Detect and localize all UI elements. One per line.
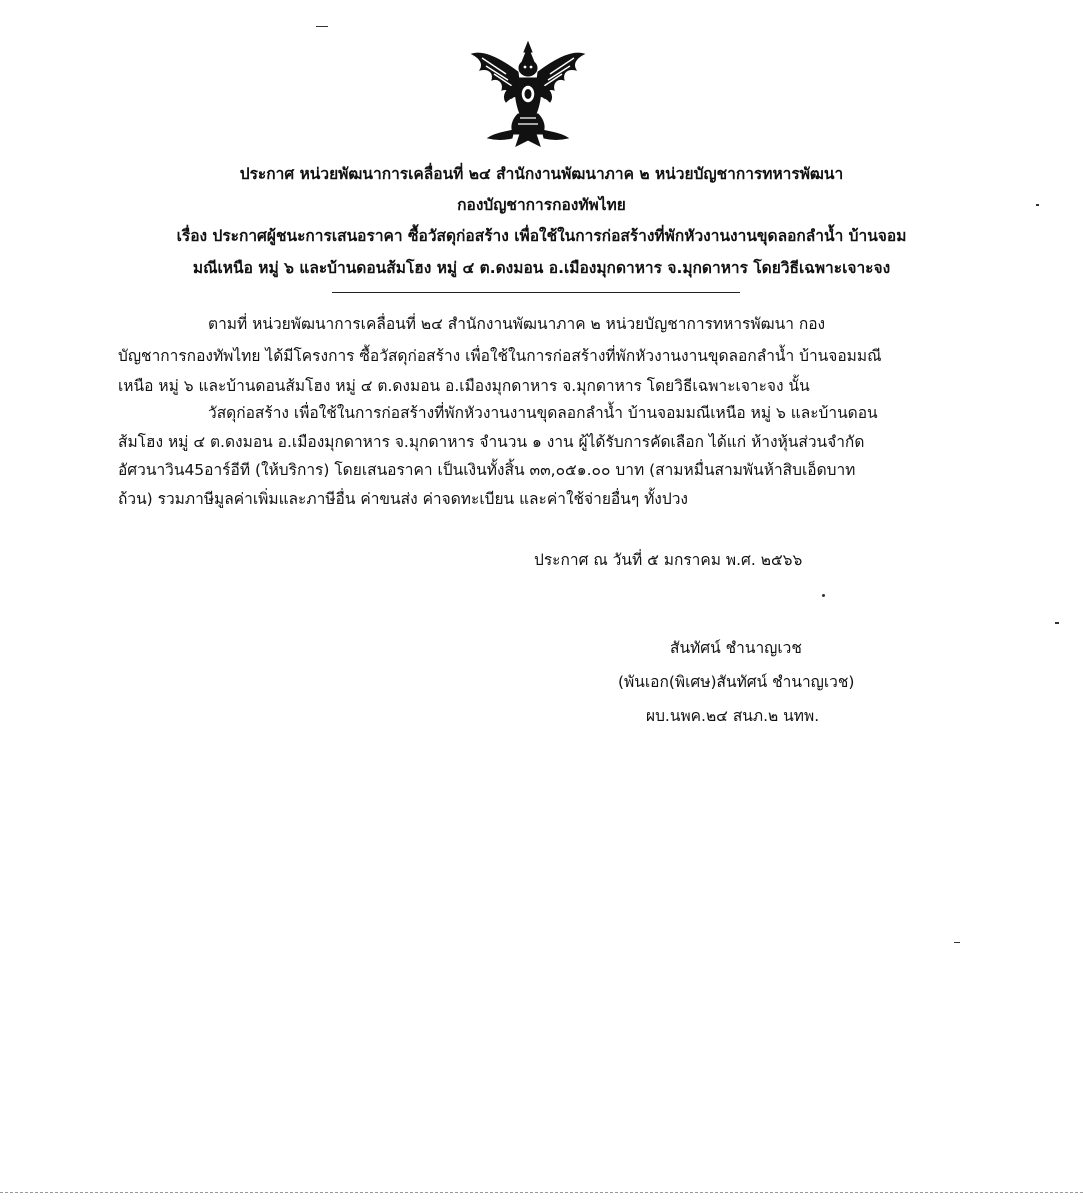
scan-speck [1036, 204, 1039, 206]
heading-subject-line-1: เรื่อง ประกาศผู้ชนะการเสนอราคา ซื้อวัสดุก่อสร้าง เพื่อใช้ในการก่อสร้างที่พักหัวงานงานขุดลอกลำน้ำ บ้านจอม [176, 227, 907, 245]
paragraph-2-line-1: วัสดุก่อสร้าง เพื่อใช้ในการก่อสร้างที่พักหัวงานงานขุดลอกลำน้ำ บ้านจอมมณีเหนือ หมู่ ๖ และบ้านดอน [208, 404, 878, 422]
paragraph-2-line-4: ถ้วน) รวมภาษีมูลค่าเพิ่มและภาษีอื่น ค่าขนส่ง ค่าจดทะเบียน และค่าใช้จ่ายอื่นๆ ทั้งปวง [118, 490, 688, 508]
heading-subject-line-2: มณีเหนือ หมู่ ๖ และบ้านดอนส้มโฮง หมู่ ๔ ต.ดงมอน อ.เมืองมุกดาหาร จ.มุกดาหาร โดยวิธีเฉพาะเจาะจง [192, 259, 891, 277]
paragraph-1-line-3: เหนือ หมู่ ๖ และบ้านดอนส้มโฮง หมู่ ๔ ต.ดงมอน อ.เมืองมุกดาหาร จ.มุกดาหาร โดยวิธีเฉพาะเจาะจง นั้น [118, 377, 810, 395]
announcement-date: ประกาศ ณ วันที่ ๕ มกราคม พ.ศ. ๒๕๖๖ [534, 551, 803, 569]
signature-rank-name: (พันเอก(พิเศษ)สันทัศน์ ชำนาญเวช) [618, 673, 855, 691]
paragraph-2-line-2: ส้มโฮง หมู่ ๔ ต.ดงมอน อ.เมืองมุกดาหาร จ.มุกดาหาร จำนวน ๑ งาน ผู้ได้รับการคัดเลือก ได้แก่ ห้างหุ้นส่วนจำกัด [118, 433, 865, 451]
paragraph-1-line-1: ตามที่ หน่วยพัฒนาการเคลื่อนที่ ๒๔ สำนักงานพัฒนาภาค ๒ หน่วยบัญชาการทหารพัฒนา กอง [208, 315, 826, 333]
paragraph-1-line-2: บัญชาการกองทัพไทย ได้มีโครงการ ซื้อวัสดุก่อสร้าง เพื่อใช้ในการก่อสร้างที่พักหัวงานงานขุดลอกลำน้ำ บ้านจอมมณี [118, 347, 882, 365]
heading-line-2: กองบัญชาการกองทัพไทย [457, 196, 626, 214]
garuda-emblem-icon [466, 38, 590, 150]
scan-speck [954, 942, 960, 943]
scan-speck [1055, 622, 1059, 624]
signature-name: สันทัศน์ ชำนาญเวช [670, 639, 802, 657]
heading-line-1: ประกาศ หน่วยพัฒนาการเคลื่อนที่ ๒๔ สำนักงานพัฒนาภาค ๒ หน่วยบัญชาการทหารพัฒนา [239, 165, 844, 183]
scan-edge-line [0, 1192, 1083, 1193]
scan-speck [316, 26, 328, 27]
paragraph-2-line-3: อัศวนาวิน45อาร์อีที (ให้บริการ) โดยเสนอราคา เป็นเงินทั้งสิ้น ๓๓,๐๕๑.๐๐ บาท (สามหมื่นสามพันห้าสิบเอ็ดบาท [118, 461, 856, 479]
heading-divider [332, 292, 740, 293]
signature-position: ผบ.นพค.๒๔ สนภ.๒ นทพ. [646, 707, 820, 725]
scan-speck [822, 594, 825, 597]
